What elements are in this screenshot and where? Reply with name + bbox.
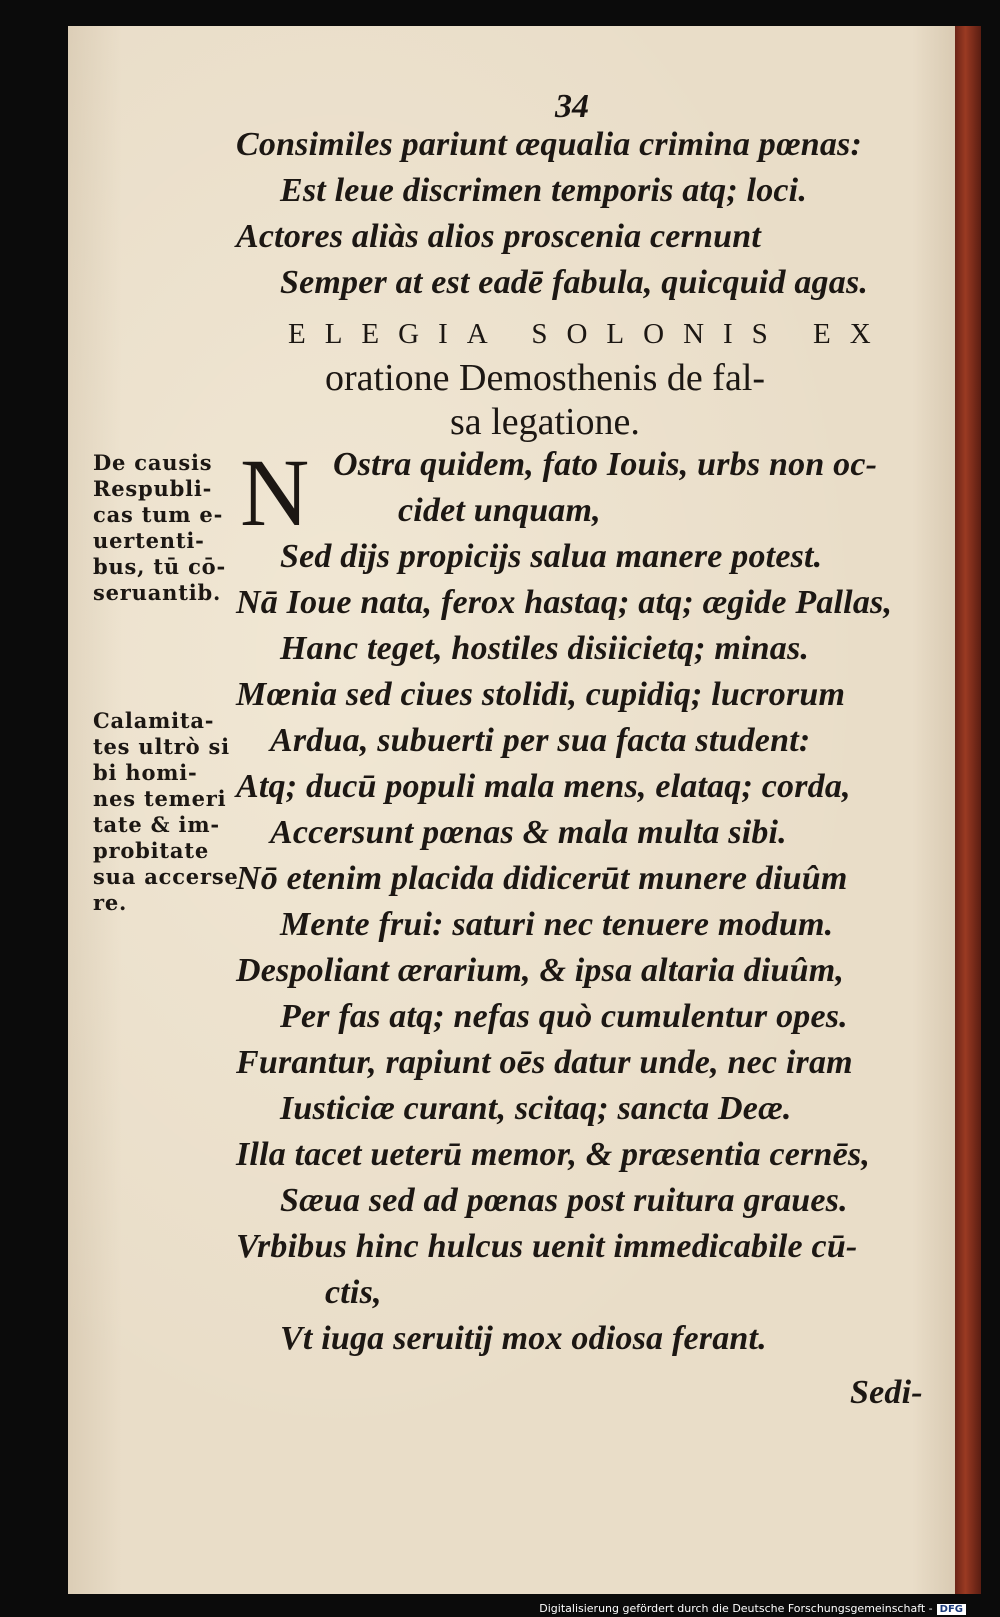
margin-note-line: bus, tū cō-	[93, 554, 226, 579]
poem-line: Hanc teget, hostiles disiicietq; minas.	[280, 630, 810, 667]
book-spine-edge	[955, 26, 981, 1594]
poem-line: Sed dijs propicijs salua manere potest.	[280, 538, 823, 575]
verse-line: Actores aliàs alios proscenia cernunt	[236, 218, 762, 255]
verse-line: Semper at est eadē fabula, quicquid agas.	[280, 264, 869, 301]
poem-line: Illa tacet ueterū memor, & præsentia cernēs,	[236, 1136, 871, 1173]
digitization-footer	[539, 1602, 966, 1615]
poem-line: Ardua, subuerti per sua facta student:	[270, 722, 811, 759]
catchword: Sedi-	[850, 1374, 923, 1411]
margin-note-line: re.	[93, 890, 128, 915]
verse-line: Est leue discrimen temporis atq; loci.	[280, 172, 808, 209]
poem-line: ctis,	[325, 1274, 382, 1311]
margin-note-line: nes temeri	[93, 786, 227, 811]
poem-line: Furantur, rapiunt oēs datur unde, nec iram	[236, 1044, 853, 1081]
poem-line: Sæua sed ad pœnas post ruitura graues.	[280, 1182, 848, 1219]
margin-note-line: cas tum e-	[93, 502, 224, 527]
drop-capital: N	[240, 439, 310, 546]
margin-note-line: Calamita-	[93, 708, 215, 733]
poem-line: Accersunt pœnas & mala multa sibi.	[270, 814, 787, 851]
poem-line: Nā Ioue nata, ferox hastaq; atq; ægide Pallas,	[236, 584, 893, 621]
poem-line: Iusticiæ curant, scitaq; sancta Deæ.	[280, 1090, 792, 1127]
margin-note-line: De causis	[93, 450, 213, 475]
margin-note-causes	[93, 450, 235, 606]
poem-line: Mœnia sed ciues stolidi, cupidiq; lucrorum	[236, 676, 846, 713]
margin-note-line: tate & im-	[93, 812, 220, 837]
poem-line: Vrbibus hinc hulcus uenit immedicabile cū-	[236, 1228, 858, 1265]
page-number: 34	[555, 88, 589, 125]
elegy-heading-line: oratione Demosthenis de fal-	[325, 357, 766, 399]
dfg-logo: DFG	[937, 1604, 966, 1615]
margin-note-line: seruantib.	[93, 580, 222, 605]
margin-note-line: probitate	[93, 838, 209, 863]
margin-note-line: bi homi-	[93, 760, 198, 785]
margin-note-line: uertenti-	[93, 528, 205, 553]
footer-text: Digitalisierung gefördert durch die Deutsche Forschungsgemeinschaft -	[539, 1602, 933, 1615]
elegy-heading: ELEGIA SOLONIS EX	[288, 318, 890, 350]
poem-line: Mente frui: saturi nec tenuere modum.	[280, 906, 834, 943]
poem-line: Atq; ducū populi mala mens, elataq; corda,	[236, 768, 851, 805]
poem-line: Despoliant ærarium, & ipsa altaria diuûm,	[236, 952, 845, 989]
poem-line: Vt iuga seruitij mox odiosa ferant.	[280, 1320, 767, 1357]
margin-note-line: tes ultrò si	[93, 734, 230, 759]
poem-line: Nō etenim placida didicerūt munere diuûm	[236, 860, 848, 897]
margin-note-line: sua accerse	[93, 864, 239, 889]
poem-line: Ostra quidem, fato Iouis, urbs non oc-	[333, 446, 878, 483]
poem-line: Per fas atq; nefas quò cumulentur opes.	[280, 998, 848, 1035]
elegy-heading-line: sa legatione.	[450, 401, 640, 443]
margin-note-calamities	[93, 708, 239, 916]
margin-note-line: Respubli-	[93, 476, 213, 501]
verse-line: Consimiles pariunt æqualia crimina pœnas:	[236, 126, 863, 163]
poem-line: cidet unquam,	[398, 492, 601, 529]
